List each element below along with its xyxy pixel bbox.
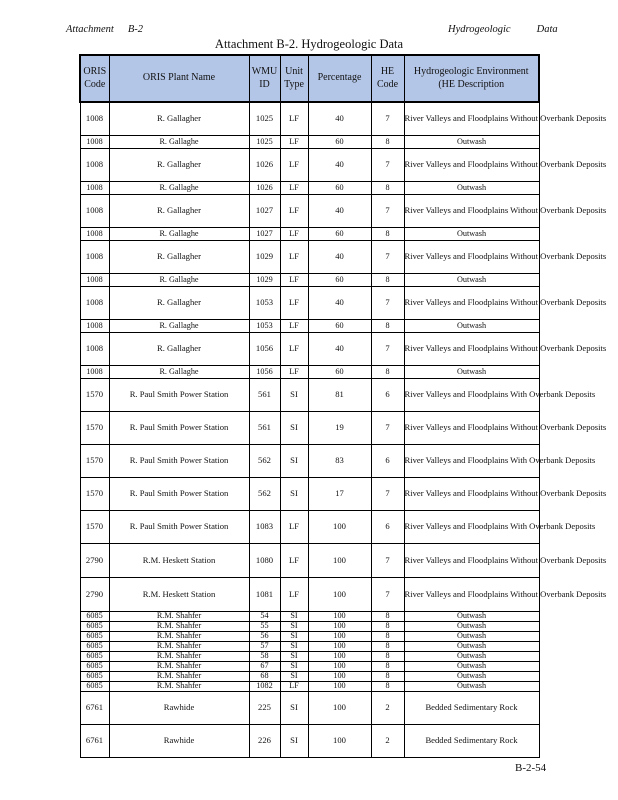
- cell-oris-code: 1008: [80, 333, 109, 366]
- cell-unit-type: LF: [280, 182, 308, 195]
- cell-wmu-id: 1083: [249, 511, 280, 544]
- cell-wmu-id: 1029: [249, 241, 280, 274]
- cell-percentage: 100: [308, 682, 371, 692]
- cell-he-code: 7: [371, 544, 404, 578]
- cell-percentage: 60: [308, 228, 371, 241]
- cell-percentage: 83: [308, 445, 371, 478]
- cell-oris-code: 1008: [80, 274, 109, 287]
- cell-plant-name: R.M. Shahfer: [109, 652, 249, 662]
- cell-wmu-id: 56: [249, 632, 280, 642]
- cell-percentage: 100: [308, 662, 371, 672]
- cell-he-description: River Valleys and Floodplains With Overbank Deposits: [404, 445, 539, 478]
- cell-wmu-id: 1081: [249, 578, 280, 612]
- cell-he-description: River Valleys and Floodplains Without Overbank Deposits: [404, 333, 539, 366]
- cell-he-code: 8: [371, 320, 404, 333]
- cell-wmu-id: 1025: [249, 102, 280, 136]
- cell-unit-type: LF: [280, 682, 308, 692]
- cell-he-code: 8: [371, 662, 404, 672]
- cell-he-description: River Valleys and Floodplains Without Overbank Deposits: [404, 478, 539, 511]
- cell-plant-name: R. Gallaghe: [109, 320, 249, 333]
- cell-he-description: River Valleys and Floodplains With Overbank Deposits: [404, 379, 539, 412]
- cell-wmu-id: 55: [249, 622, 280, 632]
- table-row: [80, 412, 539, 445]
- column-header-plant-name: ORIS Plant Name: [109, 55, 249, 102]
- cell-oris-code: 2790: [80, 544, 109, 578]
- cell-he-description: Outwash: [404, 642, 539, 652]
- cell-oris-code: 6761: [80, 692, 109, 725]
- header-topic: Hydrogeologic: [448, 24, 511, 35]
- cell-unit-type: LF: [280, 149, 308, 182]
- cell-unit-type: SI: [280, 445, 308, 478]
- cell-unit-type: LF: [280, 102, 308, 136]
- column-header-wmu-id: WMU ID: [249, 55, 280, 102]
- table-row: [80, 642, 539, 652]
- cell-plant-name: R. Gallaghe: [109, 274, 249, 287]
- cell-oris-code: 1008: [80, 149, 109, 182]
- column-header-percentage: Percentage: [308, 55, 371, 102]
- cell-plant-name: R.M. Shahfer: [109, 682, 249, 692]
- cell-he-description: River Valleys and Floodplains Without Overbank Deposits: [404, 195, 539, 228]
- cell-percentage: 100: [308, 642, 371, 652]
- cell-plant-name: Rawhide: [109, 692, 249, 725]
- cell-percentage: 40: [308, 195, 371, 228]
- cell-oris-code: 6085: [80, 672, 109, 682]
- cell-percentage: 100: [308, 578, 371, 612]
- table-row: [80, 136, 539, 149]
- cell-he-code: 7: [371, 195, 404, 228]
- cell-he-description: Bedded Sedimentary Rock: [404, 725, 539, 758]
- cell-wmu-id: 68: [249, 672, 280, 682]
- cell-he-description: Outwash: [404, 652, 539, 662]
- cell-he-code: 2: [371, 692, 404, 725]
- cell-unit-type: SI: [280, 632, 308, 642]
- cell-wmu-id: 58: [249, 652, 280, 662]
- cell-percentage: 100: [308, 672, 371, 682]
- cell-he-code: 7: [371, 578, 404, 612]
- cell-wmu-id: 1029: [249, 274, 280, 287]
- cell-unit-type: LF: [280, 228, 308, 241]
- cell-oris-code: 1008: [80, 228, 109, 241]
- table-row: [80, 578, 539, 612]
- cell-oris-code: 6085: [80, 632, 109, 642]
- cell-he-description: River Valleys and Floodplains Without Overbank Deposits: [404, 544, 539, 578]
- cell-wmu-id: 67: [249, 662, 280, 672]
- cell-he-code: 2: [371, 725, 404, 758]
- cell-he-code: 6: [371, 379, 404, 412]
- page-title: Attachment B-2. Hydrogeologic Data: [214, 37, 404, 51]
- cell-percentage: 40: [308, 102, 371, 136]
- cell-wmu-id: 225: [249, 692, 280, 725]
- cell-plant-name: R. Paul Smith Power Station: [109, 478, 249, 511]
- cell-plant-name: R.M. Shahfer: [109, 632, 249, 642]
- table-row: [80, 149, 539, 182]
- table-row: [80, 612, 539, 622]
- cell-oris-code: 1008: [80, 102, 109, 136]
- table-row: [80, 511, 539, 544]
- cell-he-code: 8: [371, 612, 404, 622]
- cell-he-description: Outwash: [404, 682, 539, 692]
- cell-unit-type: SI: [280, 652, 308, 662]
- page-number: B-2-54: [515, 762, 547, 774]
- cell-wmu-id: 1082: [249, 682, 280, 692]
- cell-oris-code: 1008: [80, 241, 109, 274]
- cell-plant-name: R. Gallagher: [109, 333, 249, 366]
- cell-he-code: 7: [371, 412, 404, 445]
- cell-percentage: 100: [308, 725, 371, 758]
- cell-oris-code: 1008: [80, 366, 109, 379]
- cell-oris-code: 6085: [80, 662, 109, 672]
- table-row: [80, 274, 539, 287]
- cell-he-code: 8: [371, 652, 404, 662]
- cell-wmu-id: 1056: [249, 333, 280, 366]
- cell-unit-type: SI: [280, 412, 308, 445]
- cell-wmu-id: 1056: [249, 366, 280, 379]
- cell-he-code: 7: [371, 241, 404, 274]
- cell-percentage: 100: [308, 632, 371, 642]
- cell-he-code: 7: [371, 333, 404, 366]
- table-row: [80, 622, 539, 632]
- cell-unit-type: SI: [280, 662, 308, 672]
- cell-plant-name: Rawhide: [109, 725, 249, 758]
- cell-plant-name: R. Paul Smith Power Station: [109, 412, 249, 445]
- cell-wmu-id: 57: [249, 642, 280, 652]
- cell-he-description: Outwash: [404, 612, 539, 622]
- table-row: [80, 241, 539, 274]
- cell-percentage: 100: [308, 544, 371, 578]
- cell-percentage: 81: [308, 379, 371, 412]
- cell-plant-name: R.M. Shahfer: [109, 612, 249, 622]
- cell-plant-name: R.M. Heskett Station: [109, 544, 249, 578]
- cell-wmu-id: 1080: [249, 544, 280, 578]
- cell-wmu-id: 1027: [249, 195, 280, 228]
- cell-percentage: 60: [308, 136, 371, 149]
- cell-percentage: 100: [308, 511, 371, 544]
- cell-oris-code: 6085: [80, 612, 109, 622]
- cell-wmu-id: 1025: [249, 136, 280, 149]
- cell-oris-code: 1570: [80, 478, 109, 511]
- cell-wmu-id: 561: [249, 412, 280, 445]
- table-row: [80, 544, 539, 578]
- cell-he-code: 8: [371, 274, 404, 287]
- cell-he-code: 8: [371, 642, 404, 652]
- cell-he-description: Outwash: [404, 672, 539, 682]
- cell-oris-code: 6085: [80, 652, 109, 662]
- cell-percentage: 60: [308, 182, 371, 195]
- cell-he-code: 7: [371, 287, 404, 320]
- cell-percentage: 60: [308, 320, 371, 333]
- cell-unit-type: SI: [280, 672, 308, 682]
- cell-oris-code: 6085: [80, 642, 109, 652]
- cell-he-description: River Valleys and Floodplains Without Overbank Deposits: [404, 287, 539, 320]
- cell-he-description: Outwash: [404, 274, 539, 287]
- cell-oris-code: 6085: [80, 682, 109, 692]
- table-row: [80, 287, 539, 320]
- cell-plant-name: R.M. Shahfer: [109, 672, 249, 682]
- table-row: [80, 632, 539, 642]
- cell-unit-type: SI: [280, 725, 308, 758]
- cell-plant-name: R. Paul Smith Power Station: [109, 445, 249, 478]
- cell-wmu-id: 1026: [249, 182, 280, 195]
- table-header-row: [80, 55, 539, 102]
- cell-unit-type: SI: [280, 642, 308, 652]
- column-header-he-description: Hydrogeologic Environment (HE Description: [404, 55, 539, 102]
- table-row: [80, 725, 539, 758]
- cell-he-code: 7: [371, 149, 404, 182]
- cell-he-description: Outwash: [404, 136, 539, 149]
- cell-unit-type: LF: [280, 241, 308, 274]
- cell-oris-code: 1570: [80, 511, 109, 544]
- table-row: [80, 195, 539, 228]
- cell-oris-code: 1008: [80, 287, 109, 320]
- cell-he-code: 8: [371, 182, 404, 195]
- cell-plant-name: R. Gallagher: [109, 241, 249, 274]
- cell-unit-type: SI: [280, 612, 308, 622]
- cell-he-description: River Valleys and Floodplains Without Overbank Deposits: [404, 241, 539, 274]
- cell-wmu-id: 562: [249, 445, 280, 478]
- cell-wmu-id: 1026: [249, 149, 280, 182]
- cell-percentage: 100: [308, 622, 371, 632]
- cell-unit-type: LF: [280, 274, 308, 287]
- cell-he-description: River Valleys and Floodplains With Overbank Deposits: [404, 511, 539, 544]
- table-row: [80, 320, 539, 333]
- cell-he-description: Outwash: [404, 320, 539, 333]
- cell-he-code: 8: [371, 632, 404, 642]
- cell-unit-type: LF: [280, 320, 308, 333]
- cell-plant-name: R. Gallagher: [109, 195, 249, 228]
- table-row: [80, 652, 539, 662]
- cell-percentage: 19: [308, 412, 371, 445]
- header-attachment: Attachment: [66, 24, 114, 35]
- table-row: [80, 379, 539, 412]
- cell-percentage: 100: [308, 692, 371, 725]
- cell-he-description: River Valleys and Floodplains Without Overbank Deposits: [404, 412, 539, 445]
- cell-plant-name: R. Gallaghe: [109, 366, 249, 379]
- cell-unit-type: LF: [280, 195, 308, 228]
- cell-plant-name: R. Gallagher: [109, 149, 249, 182]
- table-row: [80, 662, 539, 672]
- cell-unit-type: LF: [280, 366, 308, 379]
- cell-plant-name: R.M. Shahfer: [109, 622, 249, 632]
- table-row: [80, 366, 539, 379]
- cell-plant-name: R. Gallaghe: [109, 182, 249, 195]
- cell-plant-name: R. Paul Smith Power Station: [109, 379, 249, 412]
- cell-oris-code: 6761: [80, 725, 109, 758]
- cell-wmu-id: 226: [249, 725, 280, 758]
- column-header-he-code: HE Code: [371, 55, 404, 102]
- cell-percentage: 40: [308, 241, 371, 274]
- cell-unit-type: LF: [280, 578, 308, 612]
- table-row: [80, 333, 539, 366]
- cell-he-description: Outwash: [404, 632, 539, 642]
- cell-wmu-id: 1053: [249, 320, 280, 333]
- cell-plant-name: R. Gallagher: [109, 287, 249, 320]
- column-header-unit-type: Unit Type: [280, 55, 308, 102]
- cell-he-description: Outwash: [404, 622, 539, 632]
- cell-percentage: 40: [308, 287, 371, 320]
- header-section: B-2: [127, 24, 143, 35]
- cell-percentage: 40: [308, 149, 371, 182]
- cell-percentage: 40: [308, 333, 371, 366]
- cell-percentage: 17: [308, 478, 371, 511]
- cell-unit-type: SI: [280, 478, 308, 511]
- cell-plant-name: R. Paul Smith Power Station: [109, 511, 249, 544]
- cell-he-code: 7: [371, 478, 404, 511]
- cell-plant-name: R. Gallagher: [109, 102, 249, 136]
- table-row: [80, 692, 539, 725]
- cell-plant-name: R.M. Shahfer: [109, 662, 249, 672]
- cell-plant-name: R.M. Shahfer: [109, 642, 249, 652]
- cell-he-code: 8: [371, 622, 404, 632]
- cell-oris-code: 1008: [80, 182, 109, 195]
- cell-percentage: 60: [308, 366, 371, 379]
- cell-he-code: 8: [371, 672, 404, 682]
- cell-oris-code: 1570: [80, 445, 109, 478]
- table-row: [80, 182, 539, 195]
- cell-he-description: Outwash: [404, 366, 539, 379]
- cell-oris-code: 1008: [80, 320, 109, 333]
- cell-wmu-id: 561: [249, 379, 280, 412]
- cell-unit-type: SI: [280, 379, 308, 412]
- cell-he-description: Outwash: [404, 228, 539, 241]
- cell-unit-type: LF: [280, 544, 308, 578]
- cell-he-code: 8: [371, 682, 404, 692]
- cell-wmu-id: 1053: [249, 287, 280, 320]
- cell-oris-code: 1008: [80, 136, 109, 149]
- cell-wmu-id: 54: [249, 612, 280, 622]
- table-row: [80, 672, 539, 682]
- table-row: [80, 445, 539, 478]
- cell-he-code: 6: [371, 511, 404, 544]
- cell-percentage: 60: [308, 274, 371, 287]
- table-row: [80, 102, 539, 136]
- cell-he-code: 7: [371, 102, 404, 136]
- cell-oris-code: 1570: [80, 379, 109, 412]
- cell-he-description: Bedded Sedimentary Rock: [404, 692, 539, 725]
- cell-he-code: 8: [371, 366, 404, 379]
- cell-he-description: River Valleys and Floodplains Without Overbank Deposits: [404, 149, 539, 182]
- cell-oris-code: 2790: [80, 578, 109, 612]
- table-row: [80, 228, 539, 241]
- cell-oris-code: 1008: [80, 195, 109, 228]
- cell-he-code: 8: [371, 228, 404, 241]
- cell-unit-type: SI: [280, 692, 308, 725]
- cell-oris-code: 6085: [80, 622, 109, 632]
- header-data: Data: [536, 24, 558, 35]
- running-header-left: [66, 24, 143, 35]
- cell-percentage: 100: [308, 612, 371, 622]
- hydrogeologic-data-table: [79, 54, 607, 758]
- table-row: [80, 682, 539, 692]
- table-row: [80, 478, 539, 511]
- cell-wmu-id: 1027: [249, 228, 280, 241]
- cell-plant-name: R. Gallaghe: [109, 228, 249, 241]
- cell-he-description: River Valleys and Floodplains Without Overbank Deposits: [404, 102, 539, 136]
- cell-wmu-id: 562: [249, 478, 280, 511]
- running-header-right: [448, 24, 558, 35]
- cell-unit-type: LF: [280, 511, 308, 544]
- cell-unit-type: LF: [280, 136, 308, 149]
- cell-he-description: Outwash: [404, 662, 539, 672]
- cell-he-code: 8: [371, 136, 404, 149]
- cell-he-code: 6: [371, 445, 404, 478]
- cell-unit-type: LF: [280, 287, 308, 320]
- cell-unit-type: SI: [280, 622, 308, 632]
- table-body: [80, 102, 607, 758]
- cell-plant-name: R.M. Heskett Station: [109, 578, 249, 612]
- cell-he-description: Outwash: [404, 182, 539, 195]
- column-header-oris-code: ORIS Code: [80, 55, 109, 102]
- cell-plant-name: R. Gallaghe: [109, 136, 249, 149]
- cell-he-description: River Valleys and Floodplains Without Overbank Deposits: [404, 578, 539, 612]
- cell-unit-type: LF: [280, 333, 308, 366]
- cell-percentage: 100: [308, 652, 371, 662]
- cell-oris-code: 1570: [80, 412, 109, 445]
